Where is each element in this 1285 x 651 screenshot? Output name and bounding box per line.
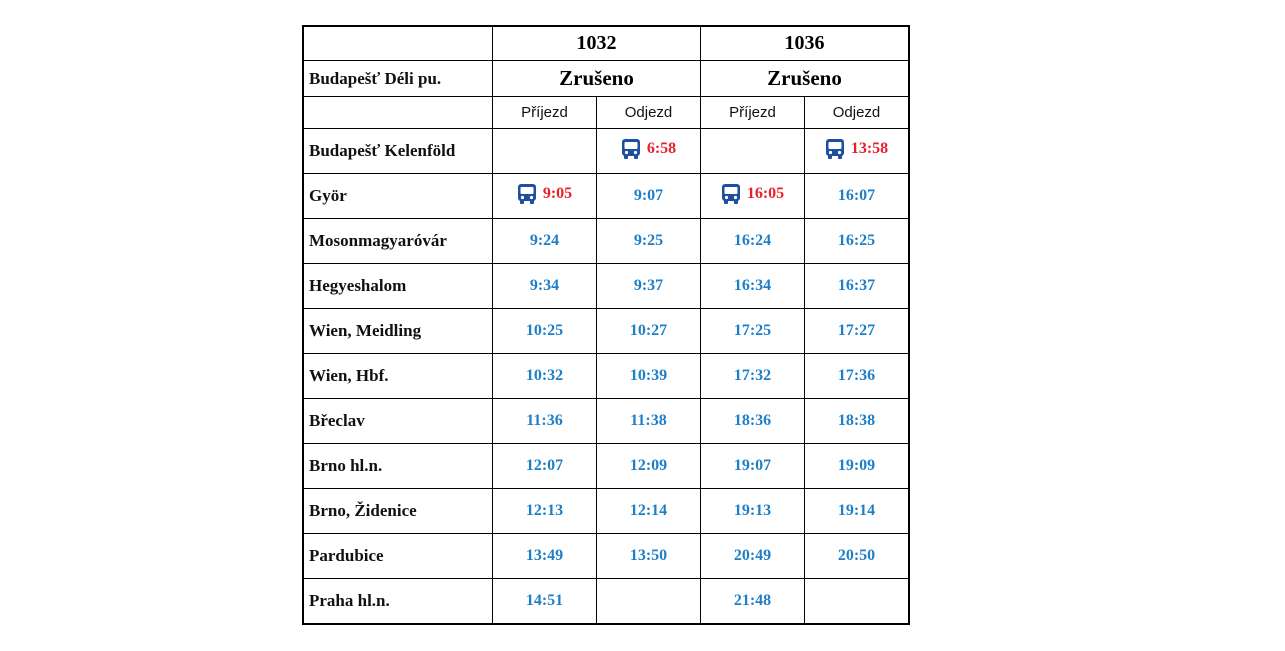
table-row [303, 129, 909, 174]
time-value: 17:25 [733, 322, 772, 339]
time-cell [493, 489, 597, 534]
table-row [303, 354, 909, 399]
time-value: 21:48 [733, 592, 772, 609]
time-value: 9:37 [633, 277, 664, 294]
station-name: Wien, Meidling [303, 309, 493, 354]
time-value: 9:34 [529, 277, 560, 294]
station-name: Györ [303, 174, 493, 219]
time-value: 12:14 [629, 502, 668, 519]
time-value: 17:27 [837, 322, 876, 339]
time-cell [597, 174, 701, 219]
time-value: 10:27 [629, 322, 668, 339]
time-cell [805, 219, 910, 264]
time-value: 11:38 [630, 412, 667, 429]
time-value: 16:37 [837, 277, 876, 294]
time-value: 12:07 [525, 457, 564, 474]
table-row [303, 219, 909, 264]
time-cell [597, 444, 701, 489]
station-name: Wien, Hbf. [303, 354, 493, 399]
time-cell [701, 534, 805, 579]
station-name: Brno hl.n. [303, 444, 493, 489]
time-value: 6:58 [646, 139, 677, 157]
time-value: 9:25 [633, 232, 664, 249]
time-cell [701, 129, 805, 174]
time-value: 17:32 [733, 367, 772, 384]
subheader-corner [303, 97, 493, 129]
time-value: 16:07 [837, 187, 876, 204]
subheader-departure-1036: Odjezd [805, 97, 910, 129]
time-value: 20:49 [733, 547, 772, 564]
bus-icon [721, 183, 741, 205]
time-cell [597, 489, 701, 534]
time-cell [597, 309, 701, 354]
origin-station: Budapešť Déli pu. [303, 61, 493, 97]
train-number-row [303, 26, 909, 61]
train-number-1036: 1036 [701, 26, 910, 61]
time-value: 19:07 [733, 457, 772, 474]
time-cell [701, 219, 805, 264]
time-value: 10:39 [629, 367, 668, 384]
time-value: 18:36 [733, 412, 772, 429]
table-row [303, 444, 909, 489]
time-value: 9:05 [542, 184, 573, 202]
time-cell [805, 444, 910, 489]
time-cell [493, 399, 597, 444]
time-value: 13:49 [525, 547, 564, 564]
table-row [303, 579, 909, 625]
origin-row [303, 61, 909, 97]
time-value: 19:14 [837, 502, 876, 519]
time-cell [805, 399, 910, 444]
table-row [303, 534, 909, 579]
time-cell [701, 489, 805, 534]
time-cell [597, 534, 701, 579]
time-value: 18:38 [837, 412, 876, 429]
time-cell [805, 534, 910, 579]
status-1036: Zrušeno [701, 61, 910, 97]
time-cell [493, 309, 597, 354]
time-value: 16:25 [837, 232, 876, 249]
time-cell [805, 264, 910, 309]
station-name: Praha hl.n. [303, 579, 493, 625]
time-cell [805, 309, 910, 354]
time-value: 9:24 [529, 232, 560, 249]
time-cell [493, 534, 597, 579]
time-cell [701, 354, 805, 399]
corner-cell [303, 26, 493, 61]
time-value: 13:50 [629, 547, 668, 564]
subheader-departure-1032: Odjezd [597, 97, 701, 129]
time-value: 16:05 [746, 184, 785, 202]
time-cell [805, 174, 910, 219]
time-cell [701, 399, 805, 444]
subheader-arrival-1032: Příjezd [493, 97, 597, 129]
bus-icon [621, 138, 641, 160]
timetable [302, 25, 910, 625]
time-cell [805, 579, 910, 625]
time-value: 11:36 [526, 412, 563, 429]
bus-icon [825, 138, 845, 160]
station-name: Hegyeshalom [303, 264, 493, 309]
status-1032: Zrušeno [493, 61, 701, 97]
time-cell [805, 129, 910, 174]
station-name: Budapešť Kelenföld [303, 129, 493, 174]
time-value: 12:13 [525, 502, 564, 519]
time-cell [493, 219, 597, 264]
time-cell [597, 219, 701, 264]
time-value: 9:07 [633, 187, 664, 204]
time-value: 10:25 [525, 322, 564, 339]
time-cell [493, 444, 597, 489]
time-value: 20:50 [837, 547, 876, 564]
table-row [303, 174, 909, 219]
time-cell [597, 264, 701, 309]
table-row [303, 264, 909, 309]
table-row [303, 489, 909, 534]
time-cell [493, 129, 597, 174]
subheader-arrival-1036: Příjezd [701, 97, 805, 129]
time-value: 17:36 [837, 367, 876, 384]
time-cell [597, 129, 701, 174]
time-value: 19:09 [837, 457, 876, 474]
time-cell [493, 174, 597, 219]
station-name: Pardubice [303, 534, 493, 579]
time-value: 16:34 [733, 277, 772, 294]
time-cell [493, 579, 597, 625]
table-row [303, 309, 909, 354]
time-value: 14:51 [525, 592, 564, 609]
time-cell [597, 399, 701, 444]
time-cell [805, 489, 910, 534]
subheader-row [303, 97, 909, 129]
bus-icon [517, 183, 537, 205]
station-name: Brno, Židenice [303, 489, 493, 534]
station-name: Mosonmagyaróvár [303, 219, 493, 264]
time-cell [805, 354, 910, 399]
time-cell [493, 354, 597, 399]
table-row [303, 399, 909, 444]
time-cell [597, 354, 701, 399]
time-cell [701, 264, 805, 309]
station-name: Břeclav [303, 399, 493, 444]
time-cell [701, 579, 805, 625]
time-value: 10:32 [525, 367, 564, 384]
time-cell [701, 309, 805, 354]
time-value: 12:09 [629, 457, 668, 474]
time-cell [597, 579, 701, 625]
train-number-1032: 1032 [493, 26, 701, 61]
time-cell [701, 174, 805, 219]
time-cell [701, 444, 805, 489]
time-cell [493, 264, 597, 309]
time-value: 19:13 [733, 502, 772, 519]
time-value: 13:58 [850, 139, 889, 157]
time-value: 16:24 [733, 232, 772, 249]
